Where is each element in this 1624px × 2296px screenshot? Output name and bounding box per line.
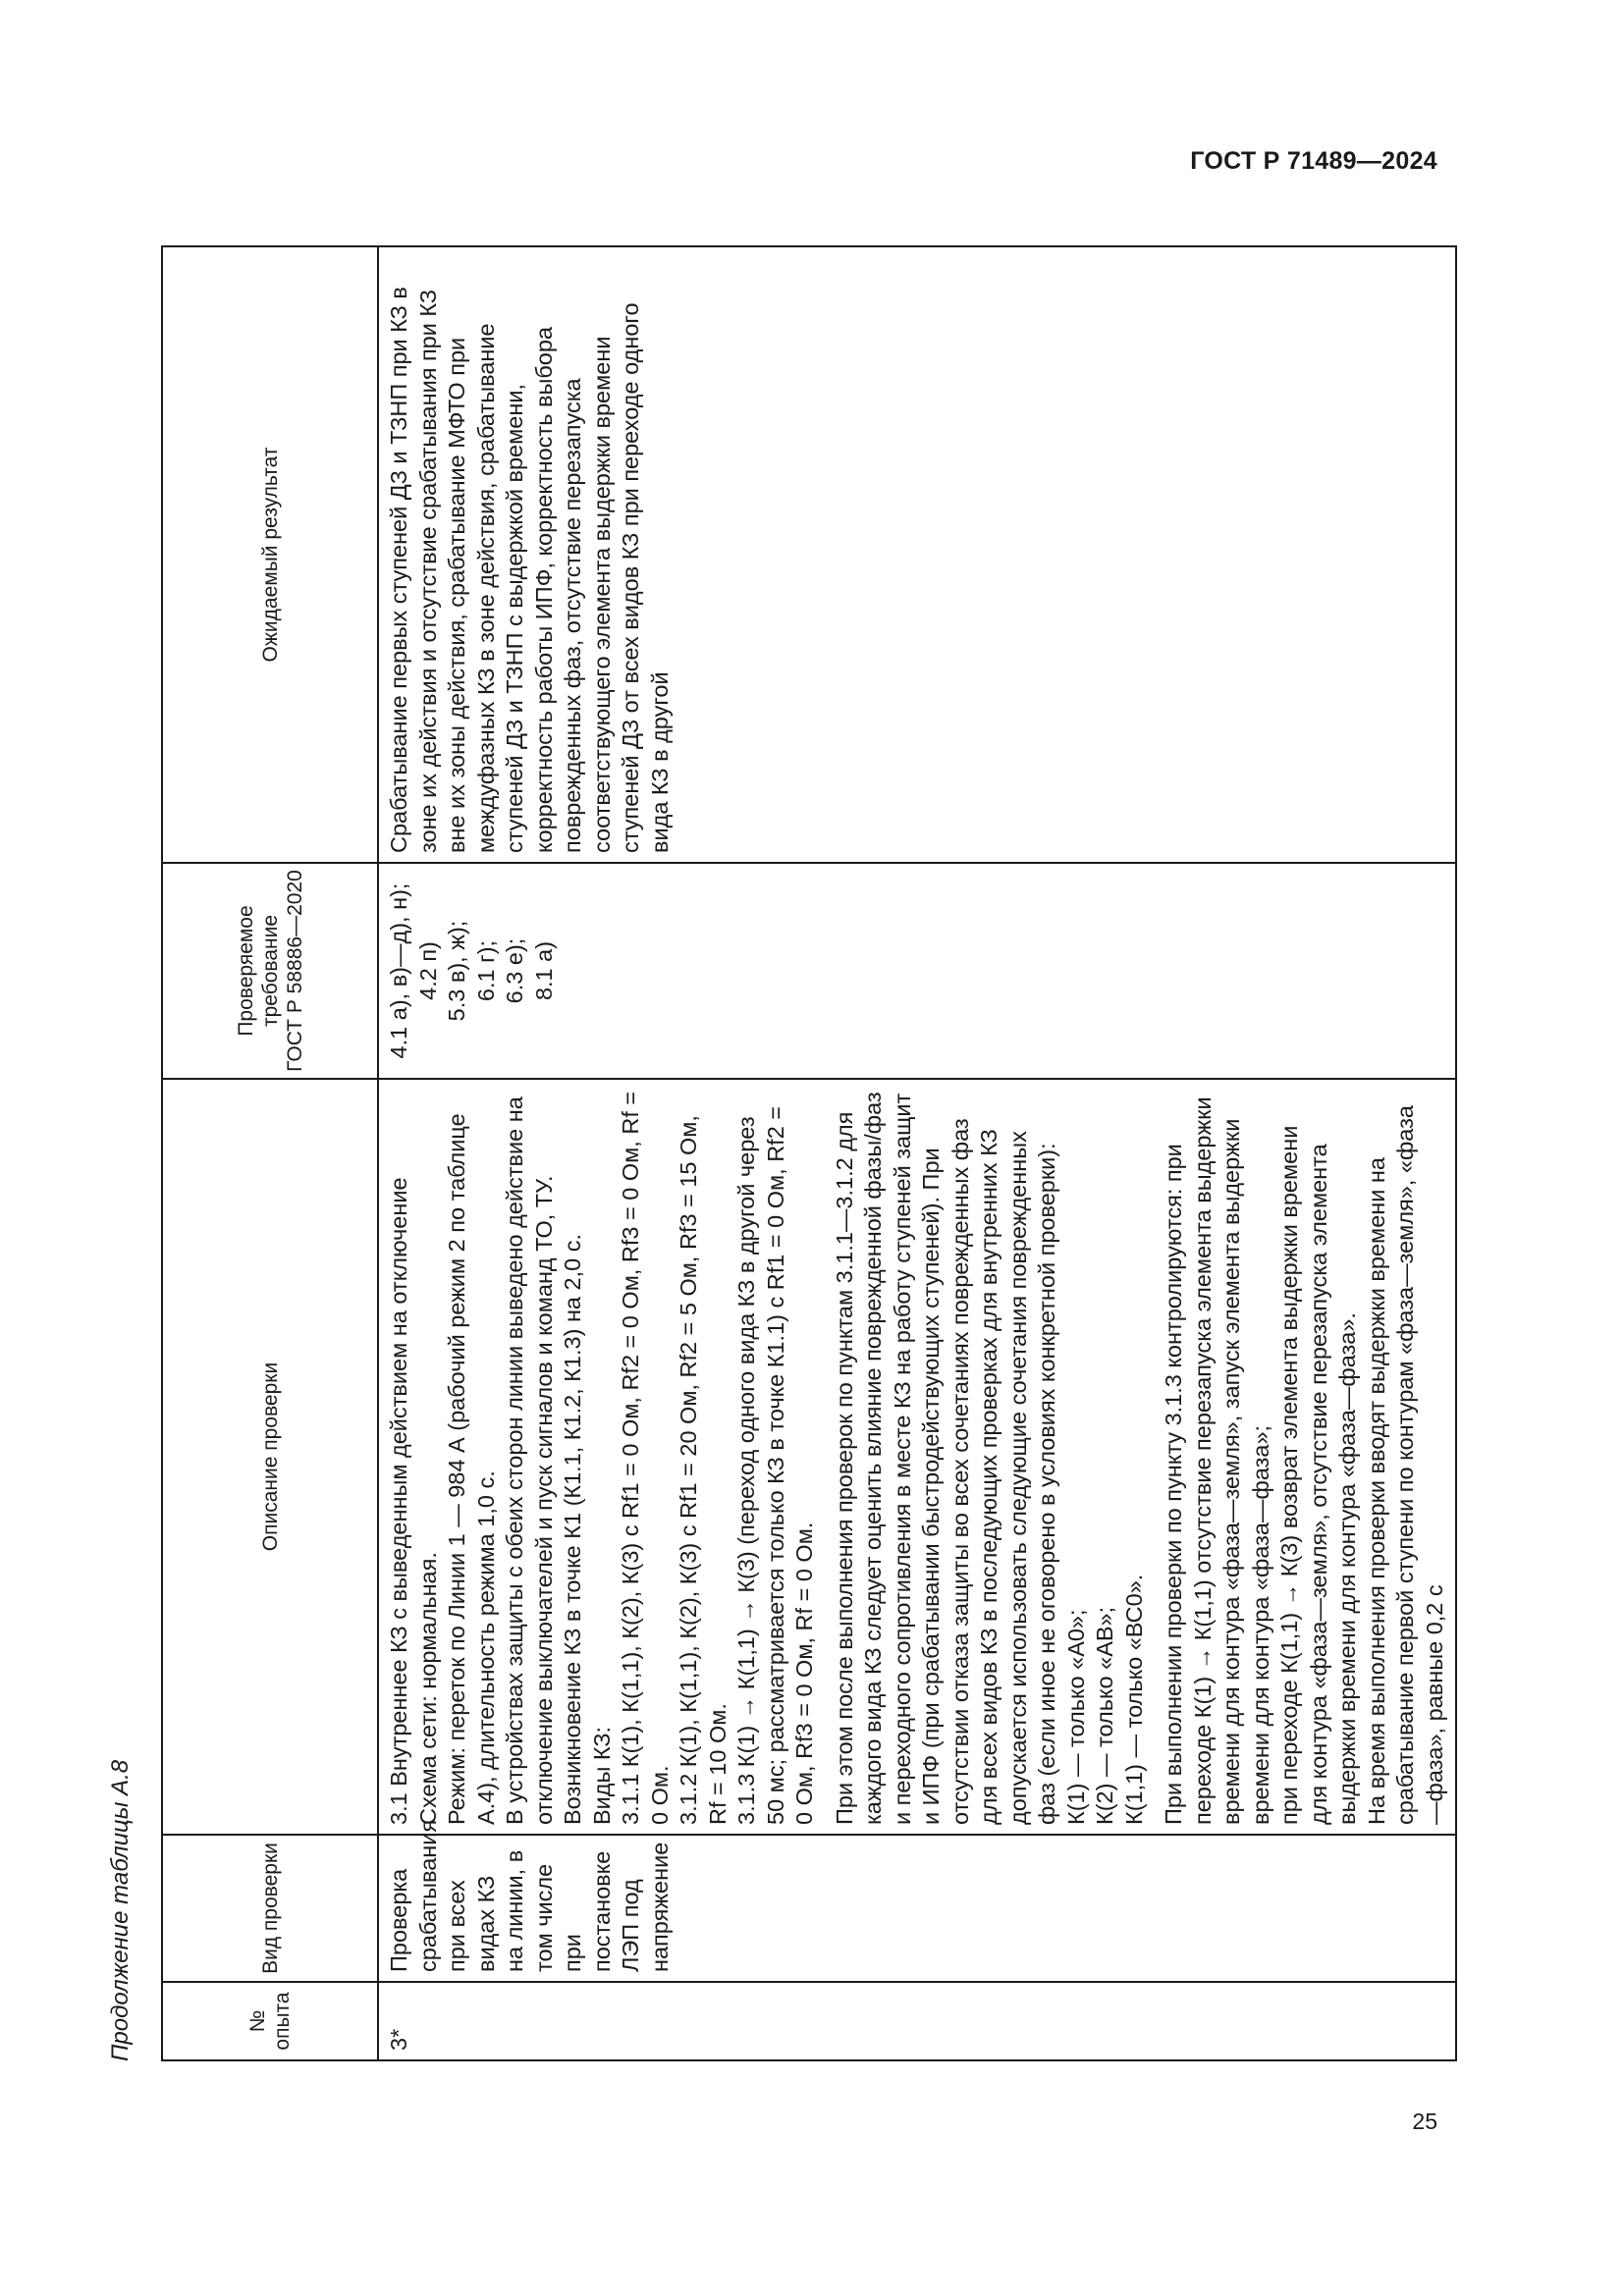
description-line: К(1) — только «А0»; (1062, 1609, 1089, 1825)
description-line: К(1,1) — только «ВС0». (1120, 1574, 1147, 1825)
table-caption: Продолжение таблицы А.8 (107, 1759, 134, 2061)
requirement-line: 6.1 г); (472, 939, 499, 1002)
test-table (161, 245, 1457, 2061)
description-line: В устройствах защиты с обеих сторон линии выведено действие на отключение выключателей и пуск сигналов и команд ТО, ТУ. (502, 1096, 557, 1825)
header-test-description: Описание проверки (162, 1079, 378, 1835)
description-line: Виды КЗ: (588, 1726, 615, 1825)
document-code: ГОСТ Р 71489—2024 (1190, 147, 1437, 175)
table-header-row (162, 246, 378, 2060)
header-requirement: Проверяемое требование ГОСТ Р 58886—2020 (162, 863, 378, 1079)
header-test-number: № опыта (162, 1982, 378, 2060)
description-paragraph: При выполнении проверки по пункту 3.1.3 контролируются: при переходе К(1) → К(1,1) отсутствие перезапуска элемента выдержки времени для контура «фаза—земля», запуск элемента выдержки времени для контура «фаза—фаза»; (1161, 1096, 1273, 1825)
description-line: 3.1 Внутреннее КЗ с выведенным действием на отключение (386, 1177, 411, 1825)
description-line: 3.1.3 К(1) → К(1,1) → К(3) (переход одного вида КЗ в другой через 50 мс; рассматривается только КЗ в точке К1.1) с Rf1 = 0 Ом, Rf2 = 0 Ом, Rf3 = 0 Ом, Rf = 0 Ом. (733, 1105, 817, 1825)
cell-test-kind: Проверка срабатывания при всех видах КЗ на линии, в том числе при постановке ЛЭП под напряжение (378, 1835, 1456, 1982)
requirement-line: 8.1 а) (530, 940, 557, 1001)
description-line: 3.1.1 К(1), К(1,1), К(2), К(3) с Rf1 = 0 Ом, Rf2 = 0 Ом, Rf3 = 0 Ом, Rf = 0 Ом. (618, 1091, 673, 1825)
requirement-line: 4.2 п) (414, 941, 441, 1000)
header-expected-result: Ожидаемый результат (162, 246, 378, 863)
page-number: 25 (1412, 2109, 1437, 2134)
table-row (378, 246, 1456, 2060)
requirement-line: 5.3 в), ж); (444, 920, 469, 1022)
description-line: 3.1.2 К(1), К(1,1), К(2), К(3) с Rf1 = 20 Ом, Rf2 = 5 Ом, Rf3 = 15 Ом, Rf = 10 Ом. (676, 1115, 731, 1825)
cell-expected-result: Срабатывание первых ступеней ДЗ и ТЗНП при КЗ в зоне их действия и отсутствие срабатывания при КЗ вне их зоны действия, срабатывание МФТО при междуфазных КЗ в зоне действия, срабатывание ступеней ДЗ и ТЗНП с выдержкой времени, корректность работы ИПФ, корректность выбора поврежденных фаз, отсутствие перезапуска соответствующего элемента выдержки времени ступеней ДЗ от всех видов КЗ при переходе одного вида КЗ в другой (378, 246, 1456, 863)
cell-test-description (378, 1079, 1456, 1835)
description-line: Режим: переток по Линии 1 — 984 А (рабочий режим 2 по таблице А.4), длительность режима 1,0 с. (444, 1113, 499, 1825)
requirement-line: 4.1 а), в)—д), н); (386, 882, 411, 1059)
description-line: Схема сети: нормальная. (414, 1552, 441, 1825)
cell-test-number: 3* (378, 1982, 1456, 2060)
cell-requirement (378, 863, 1456, 1079)
description-line: К(2) — только «АВ»; (1092, 1606, 1117, 1825)
header-test-kind: Вид проверки (162, 1835, 378, 1982)
rotated-table-page (106, 245, 1447, 2061)
description-line: На время выполнения проверки вводят выдержки времени на срабатывание первой ступени по контурам «фаза—земля», «фаза—фаза», равные 0,2 с (1363, 1105, 1447, 1825)
requirement-line: 6.3 е); (502, 937, 527, 1004)
description-line: при переходе К(1,1) → К(3) возврат элемента выдержки времени для контура «фаза—земля», отсутствие перезапуска элемента выдержки времени для контура «фаза—фаза». (1276, 1125, 1360, 1825)
description-paragraph: При этом после выполнения проверок по пунктам 3.1.1—3.1.2 для каждого вида КЗ следует оценить влияние поврежденной фазы/фаз и переходного сопротивления в месте КЗ на работу ступеней защит и ИПФ (при срабатывании быстродействующих ступеней). При отсутствии отказа защиты во всех сочетаниях поврежденных фаз для всех видов КЗ в последующих проверках для внутренних КЗ допускается использовать следующие сочетания поврежденных фаз (если иное не оговорено в условиях конкретной проверки): (831, 1092, 1059, 1825)
description-line: Возникновение КЗ в точке К1 (К1.1, К1.2, К1.3) на 2,0 с. (560, 1234, 585, 1825)
